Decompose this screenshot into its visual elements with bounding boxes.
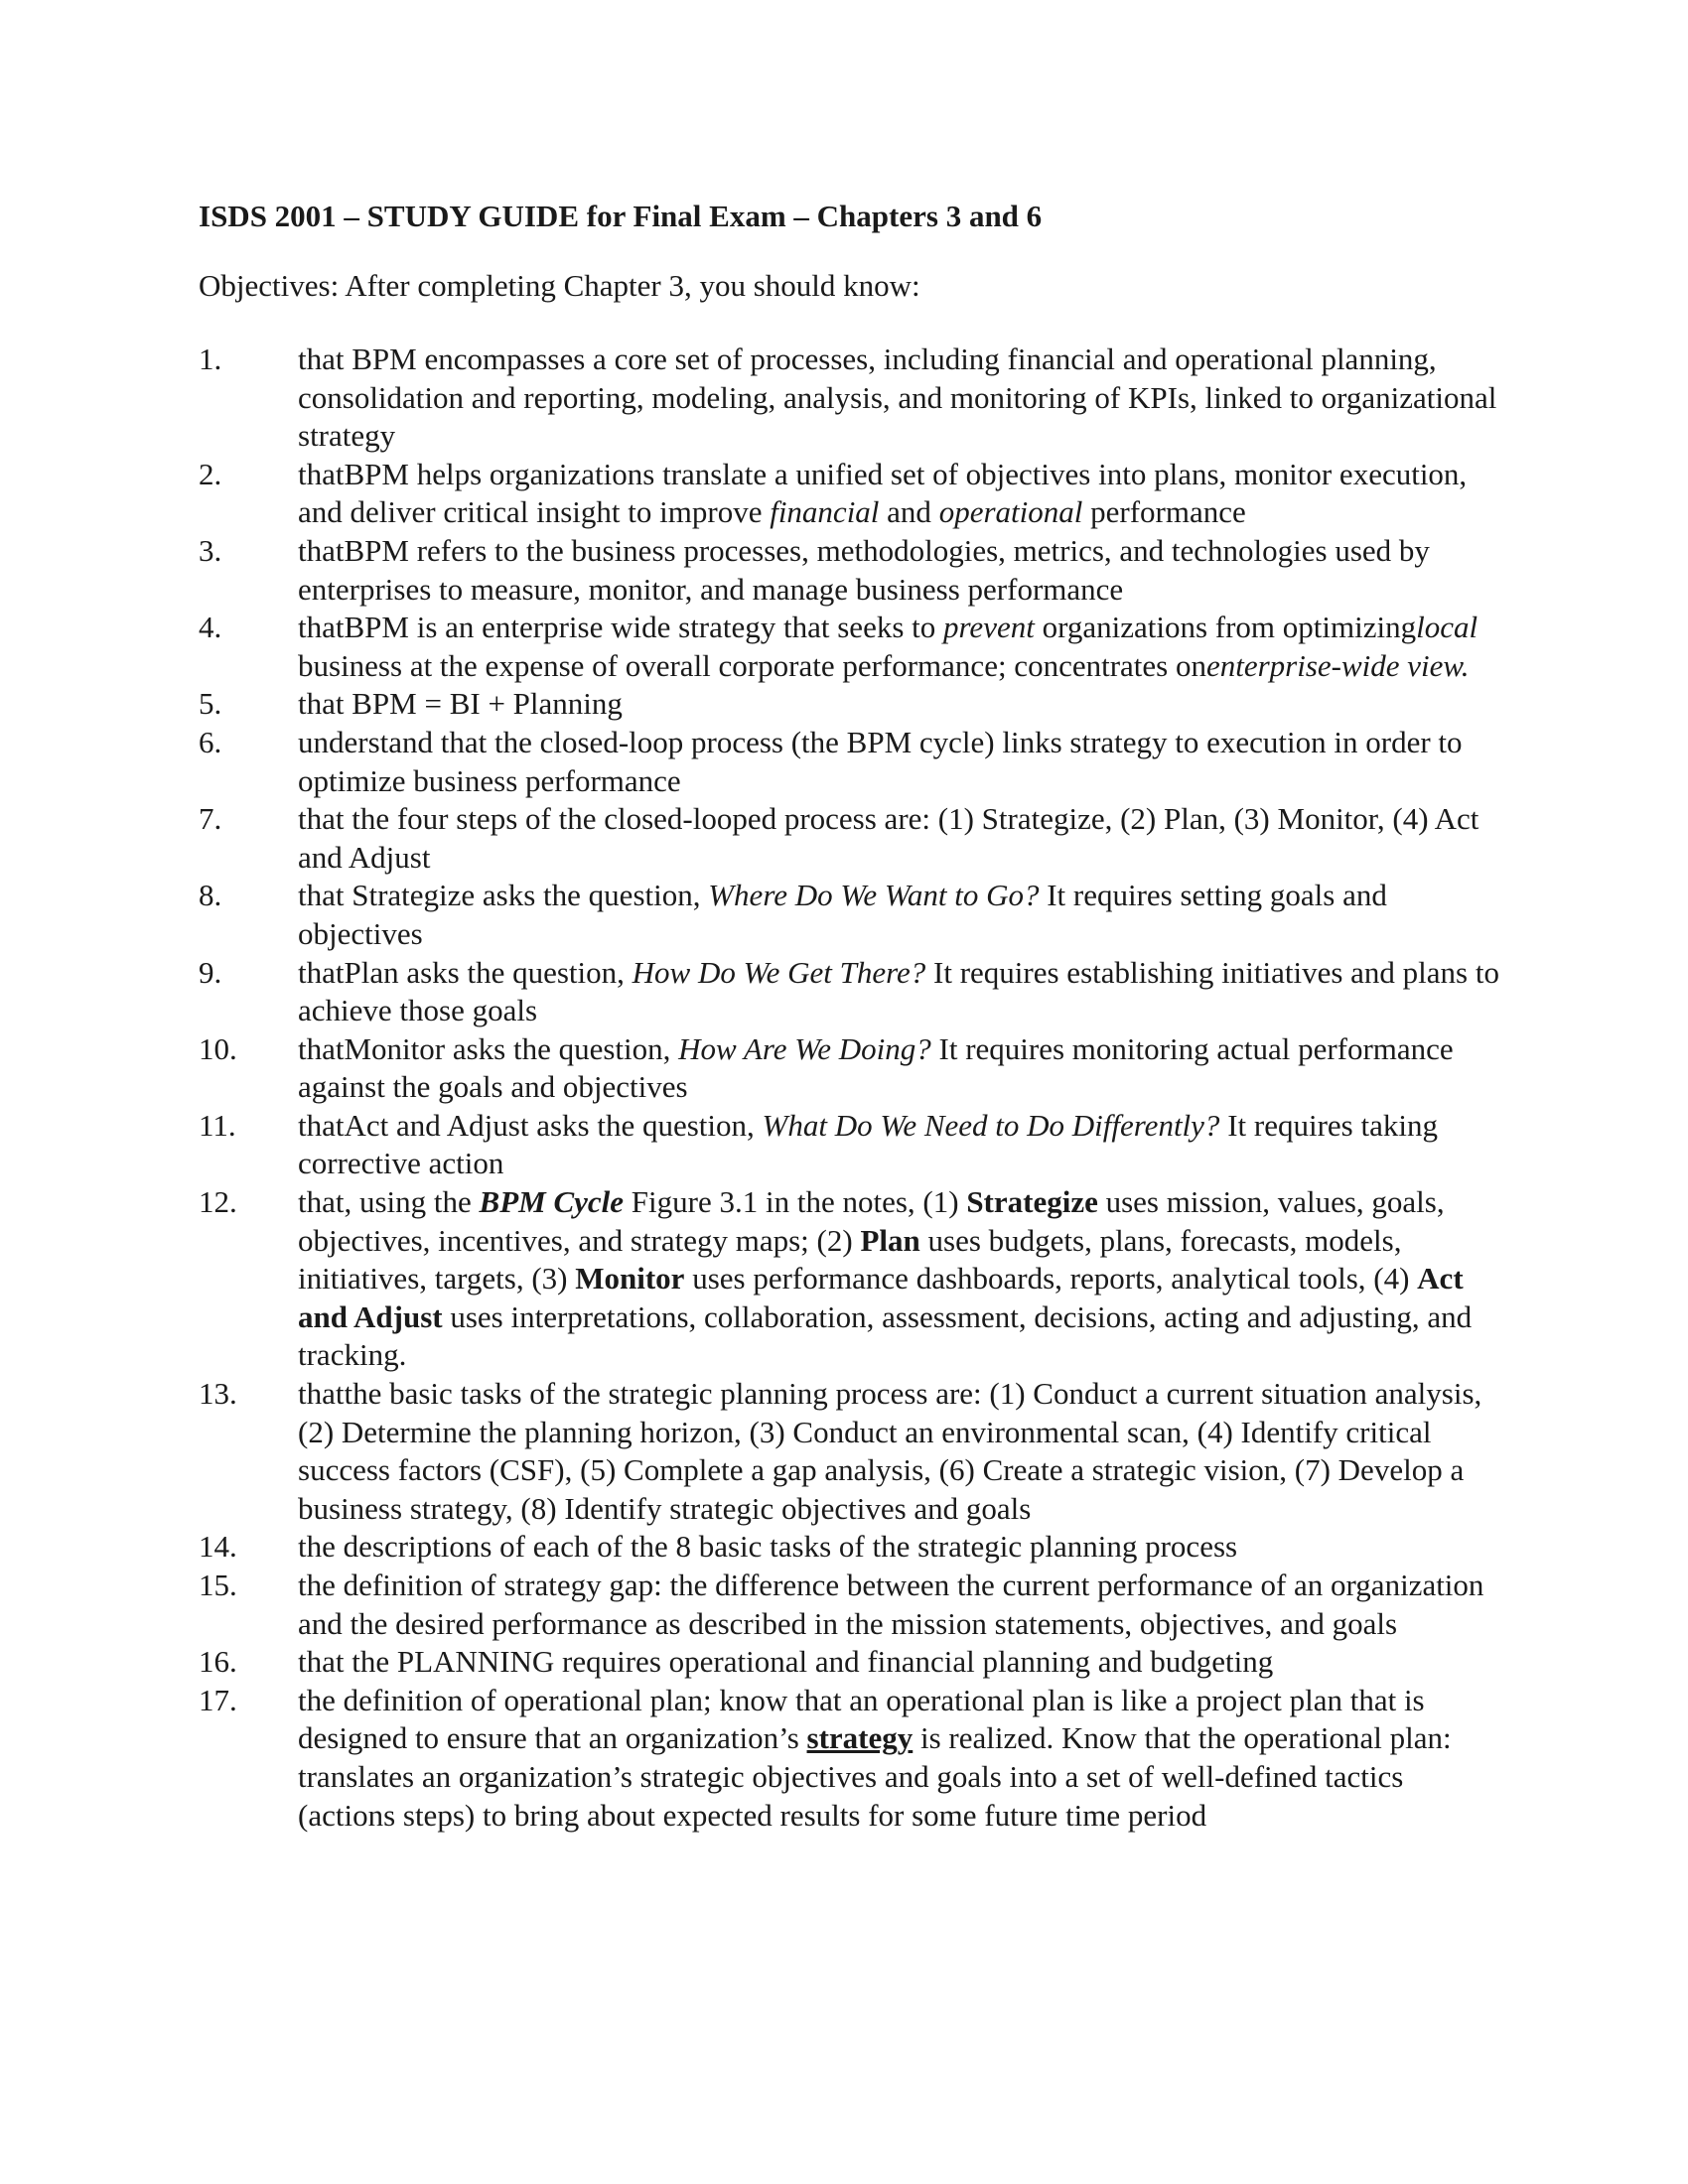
objective-number: 7.	[199, 801, 222, 837]
text-segment: thatAct and Adjust asks the question,	[298, 1107, 763, 1143]
objective-item	[199, 1183, 1499, 1375]
emphasized-text: BPM Cycle	[479, 1184, 625, 1220]
objectives-list	[199, 341, 1499, 1835]
objective-number: 3.	[199, 532, 222, 568]
page-title: ISDS 2001 – STUDY GUIDE for Final Exam – Chapters 3 and 6	[199, 199, 1043, 233]
emphasized-text: Monitor	[575, 1261, 685, 1297]
objective-number: 12.	[199, 1184, 237, 1220]
objective-text	[298, 456, 1499, 532]
emphasized-text: operational	[938, 494, 1083, 530]
text-segment: is realized. Know that the operational plan: translates an organization’s strategic objectives and goals into a set of well-defined tactics (actions steps) to bring about expected results for some future time period	[298, 1720, 1452, 1833]
emphasized-text: Where Do We Want to Go?	[708, 878, 1040, 913]
text-segment: understand that the closed-loop process (the BPM cycle) links strategy to execution in order to optimize business performance	[298, 724, 1463, 798]
objective-number: 2.	[199, 456, 222, 491]
objective-item	[199, 1643, 1499, 1682]
objective-number: 13.	[199, 1376, 237, 1412]
objective-text	[298, 877, 1499, 953]
objective-text	[298, 1643, 1499, 1682]
objective-item	[199, 954, 1499, 1030]
objective-text	[298, 532, 1499, 609]
objective-number: 14.	[199, 1529, 237, 1565]
objective-number: 5.	[199, 686, 222, 722]
objective-item	[199, 685, 1499, 724]
emphasized-text: enterprise-wide view.	[1205, 647, 1470, 683]
objective-item	[199, 1682, 1499, 1835]
objective-item	[199, 1528, 1499, 1567]
text-segment: that the four steps of the closed-looped process are: (1) Strategize, (2) Plan, (3) Monitor, (4) Act and Adjust	[298, 801, 1479, 875]
objective-number: 4.	[199, 610, 222, 645]
emphasized-text: local	[1416, 610, 1478, 645]
emphasized-text: Strategize	[966, 1184, 1098, 1220]
objective-item	[199, 800, 1499, 877]
objective-text	[298, 685, 1499, 724]
text-segment: that BPM = BI + Planning	[298, 686, 623, 722]
objective-number: 9.	[199, 954, 222, 990]
objective-number: 17.	[199, 1682, 237, 1717]
objective-item	[199, 609, 1499, 685]
text-segment: It requires monitoring actual performance against the goals and objectives	[298, 1030, 1454, 1105]
text-segment: thatBPM is an enterprise wide strategy that seeks to	[298, 610, 944, 645]
objective-item	[199, 1375, 1499, 1528]
objective-item	[199, 456, 1499, 532]
objective-number: 16.	[199, 1644, 237, 1680]
objective-text	[298, 954, 1499, 1030]
objective-number: 8.	[199, 878, 222, 913]
emphasized-text: financial	[770, 494, 880, 530]
objective-item	[199, 1030, 1499, 1107]
objective-number: 1.	[199, 341, 222, 376]
text-segment: uses budgets, plans, forecasts, models, initiatives, targets, (3)	[298, 1222, 1402, 1297]
emphasized-text: strategy	[806, 1720, 914, 1756]
text-segment: that the PLANNING requires operational and financial planning and budgeting	[298, 1644, 1274, 1680]
emphasized-text: What Do We Need to Do Differently?	[762, 1107, 1220, 1143]
text-segment: thatthe basic tasks of the strategic planning process are: (1) Conduct a current situation analysis, (2) Determine the planning horizon, (3) Conduct an environmental scan, (4) Identify critical success factors (CSF), (5) Complete a gap analysis, (6) Create a strategic vision, (7) Develop a business strategy, (8) Identify strategic objectives and goals	[298, 1376, 1482, 1526]
emphasized-text: How Are We Doing?	[678, 1030, 931, 1066]
text-segment: that BPM encompasses a core set of processes, including financial and operational planning, consolidation and reporting, modeling, analysis, and monitoring of KPIs, linked to organizational strategy	[298, 341, 1497, 454]
emphasized-text: Plan	[860, 1222, 920, 1258]
objective-text	[298, 1528, 1499, 1567]
objective-text	[298, 1183, 1499, 1375]
objective-number: 15.	[199, 1568, 237, 1602]
text-segment: business at the expense of overall corporate performance; concentrates on	[298, 647, 1206, 683]
text-segment: thatBPM helps organizations translate a unified set of objectives into plans, monitor execution, and deliver critical insight to improve	[298, 456, 1468, 530]
emphasized-text: Act and Adjust	[298, 1261, 1464, 1334]
text-segment: It requires setting goals and objectives	[298, 878, 1387, 951]
text-segment: the definition of operational plan; know that an operational plan is like a project plan that is designed to ensure that an organization’s	[298, 1682, 1425, 1756]
text-segment: that, using the	[298, 1184, 480, 1220]
objective-text	[298, 1107, 1499, 1183]
objective-item	[199, 532, 1499, 609]
text-segment: Figure 3.1 in the notes, (1)	[624, 1184, 967, 1220]
emphasized-text: How Do We Get There?	[632, 954, 926, 990]
text-segment: the descriptions of each of the 8 basic tasks of the strategic planning process	[298, 1529, 1238, 1565]
text-segment: It requires taking corrective action	[298, 1107, 1438, 1181]
emphasized-text: prevent	[943, 610, 1035, 645]
objectives-intro: Objectives: After completing Chapter 3, you should know:	[199, 268, 920, 303]
objective-text	[298, 724, 1499, 800]
objective-text	[298, 1567, 1499, 1643]
text-segment: thatMonitor asks the question,	[298, 1030, 679, 1066]
objective-number: 10.	[199, 1030, 237, 1066]
objective-item	[199, 724, 1499, 800]
objective-text	[298, 341, 1499, 456]
text-segment: uses performance dashboards, reports, analytical tools, (4)	[684, 1261, 1418, 1297]
objective-item	[199, 341, 1499, 456]
text-segment: performance	[1082, 494, 1246, 530]
text-segment: thatPlan asks the question,	[298, 954, 633, 990]
objective-number: 11.	[199, 1107, 236, 1143]
objective-number: 6.	[199, 724, 222, 759]
objective-text	[298, 800, 1499, 877]
text-segment: that Strategize asks the question,	[298, 878, 709, 913]
text-segment: thatBPM refers to the business processes, methodologies, metrics, and technologies used by enterprises to measure, monitor, and manage business performance	[298, 532, 1430, 607]
objective-item	[199, 877, 1499, 953]
objective-text	[298, 609, 1499, 685]
text-segment: uses mission, values, goals, objectives, incentives, and strategy maps; (2)	[298, 1184, 1445, 1258]
objective-item	[199, 1567, 1499, 1643]
text-segment: organizations from optimizing	[1034, 610, 1417, 645]
objective-item	[199, 1107, 1499, 1183]
text-segment: and	[879, 494, 939, 530]
objective-text	[298, 1030, 1499, 1107]
objective-text	[298, 1375, 1499, 1528]
text-segment: It requires establishing initiatives and plans to achieve those goals	[298, 954, 1499, 1028]
text-segment: the definition of strategy gap: the difference between the current performance of an organization and the desired performance as described in the mission statements, objectives, and goals	[298, 1568, 1484, 1641]
objective-text	[298, 1682, 1499, 1835]
text-segment: uses interpretations, collaboration, assessment, decisions, acting and adjusting, and tracking.	[298, 1298, 1473, 1373]
